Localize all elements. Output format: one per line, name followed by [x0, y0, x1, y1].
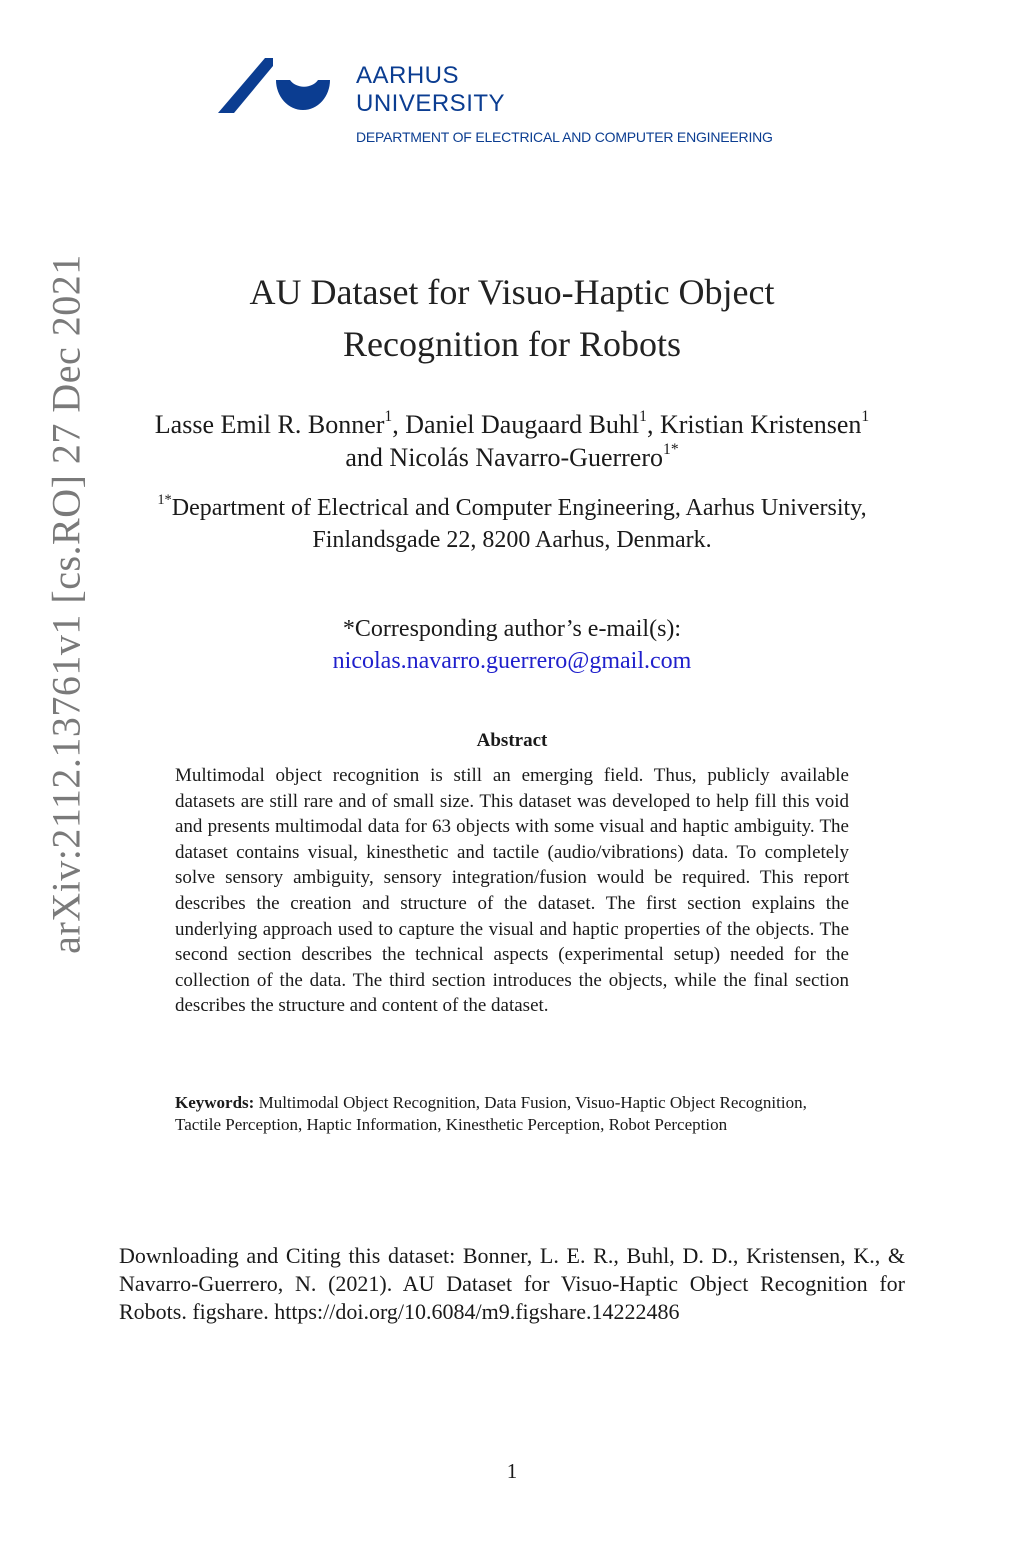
corresponding-email-link[interactable]: nicolas.navarro.guerrero@gmail.com — [332, 648, 692, 674]
paper-title — [160, 266, 864, 370]
author-affiliation-mark: 1 — [384, 408, 393, 426]
logo-department: DEPARTMENT OF ELECTRICAL AND COMPUTER ENGINEERING — [356, 129, 773, 145]
university-logo-text — [356, 62, 773, 146]
logo-line-aarhus: AARHUS — [356, 62, 460, 89]
affiliation-text: Department of Electrical and Computer Engineering, Aarhus University, Finlandsgade 22, 8200 Aarhus, Denmark. — [171, 495, 867, 553]
author-affiliation-mark: 1* — [663, 441, 679, 459]
logo-line-university: UNIVERSITY — [356, 90, 506, 117]
author-name: Nicolás Navarro-Guerrero — [389, 443, 664, 472]
author-name: Lasse Emil R. Bonner — [154, 410, 385, 439]
affiliation-mark: 1* — [157, 491, 172, 508]
aarhus-university-logo-icon — [218, 58, 333, 118]
author-name: Daniel Daugaard Buhl — [405, 410, 640, 439]
page-number: 1 — [506, 1459, 518, 1483]
affiliation — [140, 492, 884, 556]
keywords — [175, 1092, 815, 1136]
title-line-2: Recognition for Robots — [343, 324, 681, 364]
abstract-text: Multimodal object recognition is still an emerging field. Thus, publicly available datasets are still rare and of small size. This dataset was developed to help fill this void and presents multimodal data for 63 objects with some visual and haptic ambiguity. The dataset contains visual, kinesthetic and tactile (audio/vibrations) data. To completely solve sensory ambiguity, sensory integration/fusion would be required. This report describes the creation and structure of the dataset. The first section explains the underlying approach used to capture the visual and haptic properties of the objects. The second section describes the technical aspects (experimental setup) needed for the collection of the data. The third section introduces the objects, while the final section describes the structure and content of the dataset. — [175, 765, 849, 1017]
arxiv-identifier-stamp: arXiv:2112.13761v1 [cs.RO] 27 Dec 2021 — [43, 254, 89, 954]
corresponding-author-label: *Corresponding author’s e-mail(s): — [342, 616, 682, 642]
keywords-text: Multimodal Object Recognition, Data Fusion, Visuo-Haptic Object Recognition, Tactile Perception, Haptic Information, Kinesthetic Perception, Robot Perception — [175, 1093, 807, 1134]
abstract-heading: Abstract — [476, 730, 548, 751]
author-affiliation-mark: 1 — [639, 408, 647, 426]
keywords-label: Keywords: — [175, 1093, 255, 1112]
corresponding-author — [160, 613, 864, 677]
author-affiliation-mark: 1 — [861, 408, 870, 426]
title-line-1: AU Dataset for Visuo-Haptic Object — [249, 272, 775, 312]
author-list: Lasse Emil R. Bonner$^1$, Daniel Daugaard Buhl$^1$, Kristian Kristensen$^1$ and Nicolás Navarro-Guerrero$^{1*}$ — [154, 408, 870, 472]
author-name: Kristian Kristensen — [659, 410, 862, 439]
citation-note: Downloading and Citing this dataset: Bonner, L. E. R., Buhl, D. D., Kristensen, K., & Navarro-Guerrero, N. (2021). AU Dataset for Visuo-Haptic Object Recognition for Robots. figshare. https://doi.org/10.6084/m9.figshare.14222486 — [119, 1243, 905, 1324]
